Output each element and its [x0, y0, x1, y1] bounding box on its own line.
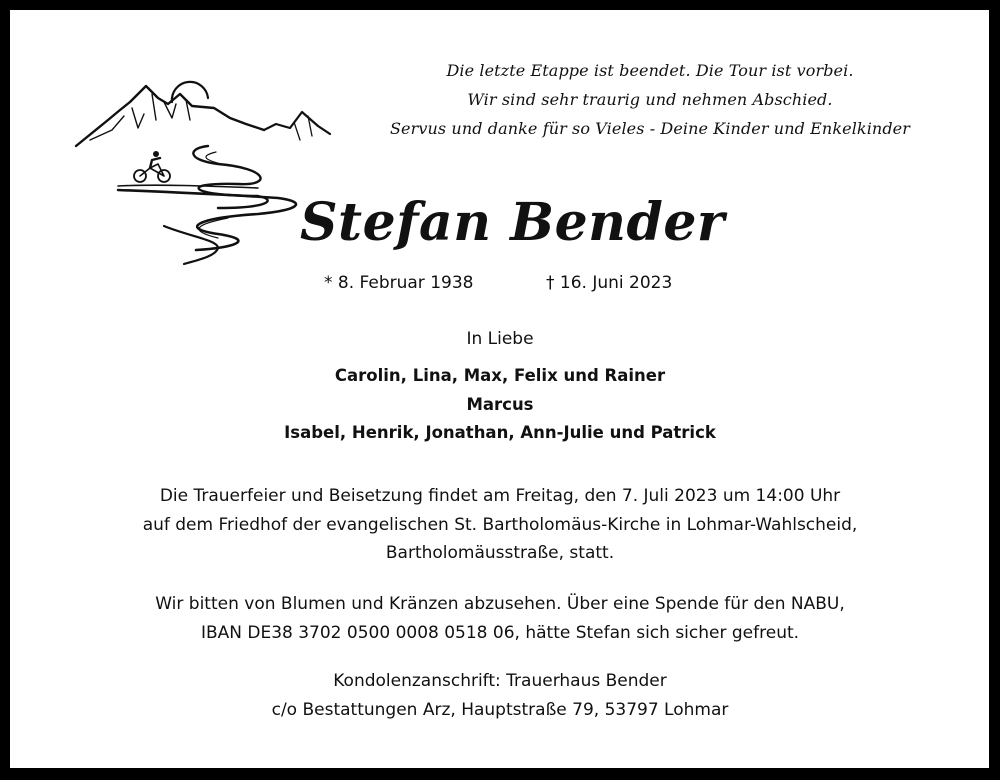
donation-line: Wir bitten von Blumen und Kränzen abzusehen. Über eine Spende für den NABU, — [155, 594, 845, 614]
death-date: † 16. Juni 2023 — [546, 273, 673, 293]
mourner-line: Marcus — [466, 394, 534, 414]
ceremony-line: Die Trauerfeier und Beisetzung findet am Freitag, den 7. Juli 2023 um 14:00 Uhr — [159, 486, 841, 506]
birth-date: * 8. Februar 1938 — [324, 273, 474, 293]
poem-line: Die letzte Etappe ist beendet. Die Tour ist vorbei. — [446, 61, 854, 80]
poem-verse — [360, 56, 940, 143]
mourners-list — [0, 362, 1000, 448]
poem-line: Servus und danke für so Vieles - Deine Kinder und Enkelkinder — [390, 119, 910, 138]
condolence-line: Kondolenzanschrift: Trauerhaus Bender — [333, 671, 667, 691]
mourners-intro: In Liebe — [466, 329, 534, 349]
ceremony-line: Bartholomäusstraße, statt. — [385, 543, 615, 563]
ceremony-line: auf dem Friedhof der evangelischen St. Bartholomäus-Kirche in Lohmar-Wahlscheid, — [142, 514, 858, 535]
donation-request — [0, 590, 1000, 647]
mourner-line: Isabel, Henrik, Jonathan, Ann-Julie und Patrick — [284, 423, 716, 442]
ceremony-details — [0, 482, 1000, 568]
deceased-name: Stefan Bender — [300, 192, 725, 253]
mourner-line: Carolin, Lina, Max, Felix und Rainer — [334, 366, 666, 385]
condolence-line: c/o Bestattungen Arz, Hauptstraße 79, 53797 Lohmar — [271, 699, 729, 720]
obituary-card — [10, 10, 989, 768]
donation-line: IBAN DE38 3702 0500 0008 0518 06, hätte Stefan sich sicher gefreut. — [200, 622, 800, 643]
condolence-address — [0, 667, 1000, 724]
poem-line: Wir sind sehr traurig und nehmen Abschied. — [467, 90, 833, 109]
